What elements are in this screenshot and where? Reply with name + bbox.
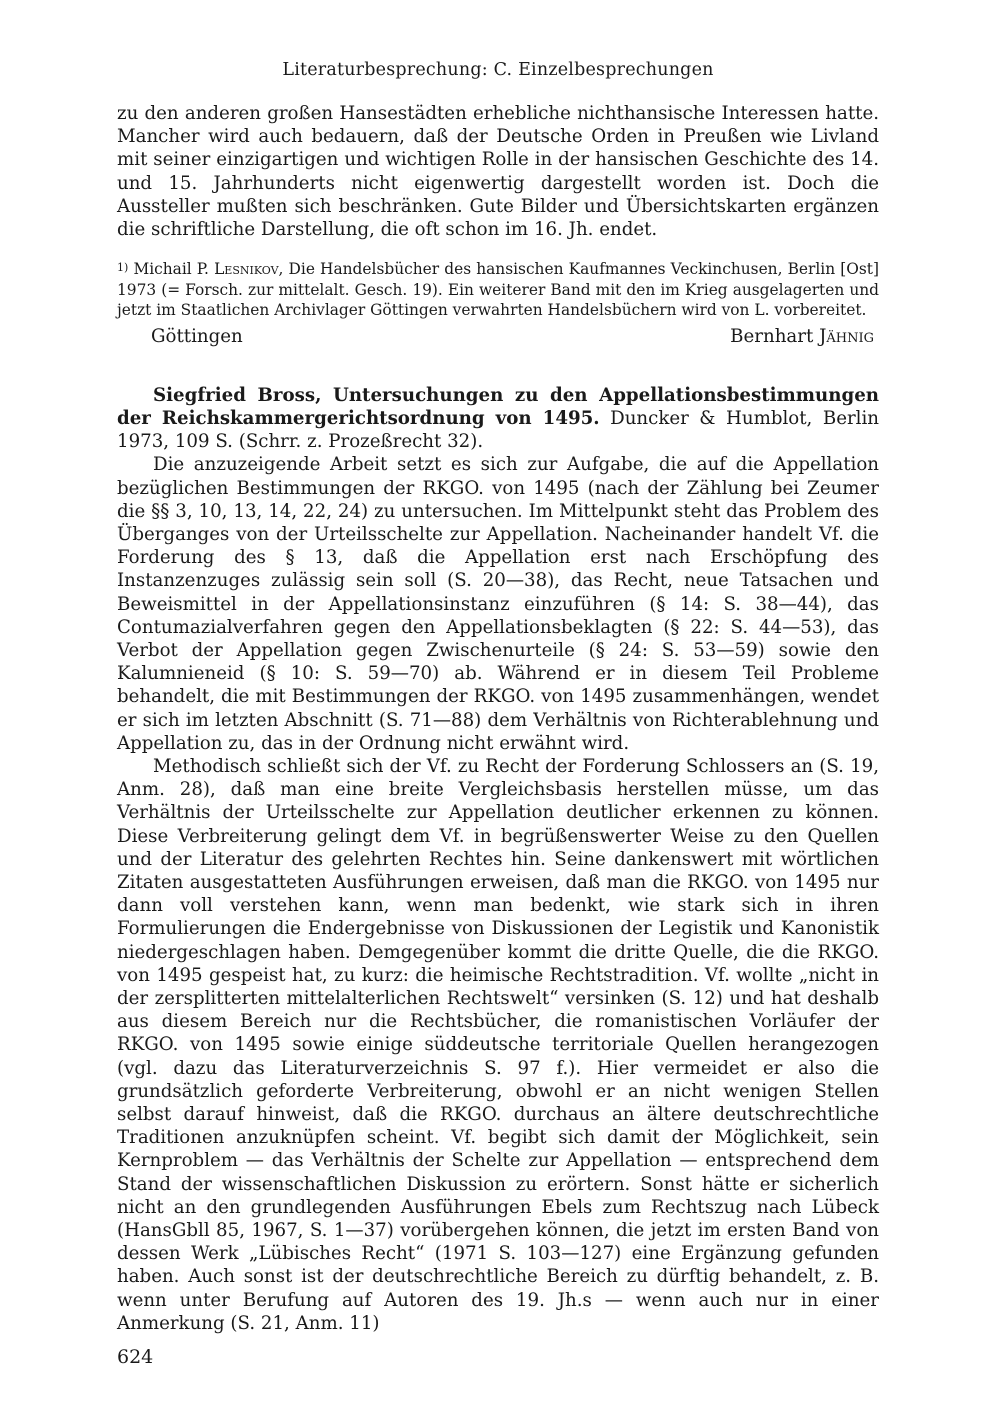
signature-reviewer xyxy=(730,325,874,348)
review-paragraph: Die anzuzeigende Arbeit setzt es sich zur Aufgabe, die auf die Appellation bezüglichen Bestimmungen der RKGO. von 1495 (nach der Zählung bei Zeumer die §§ 3, 10, 13, 14, 22, 24) zu untersuchen. Im Mittelpunkt steht das Problem des Überganges von der Urteilsschelte zur Appellation. Nacheinander handelt Vf. die Forderung des § 13, daß die Appellation erst nach Erschöpfung des Instanzenzuges zulässig sein soll (S. 20—38), das Recht, neue Tatsachen und Beweismittel in der Appellationsinstanz einzuführen (§ 14: S. 38—44), das Contumazialverfahren gegen den Appellationsbeklagten (§ 22: S. 44—53), das Verbot der Appellation gegen Zwischenurteile (§ 24: S. 53—59) sowie den Kalumnieneid (§ 10: S. 59—70) ab. Während er in diesem Teil Probleme behandelt, die mit Bestimmungen der RKGO. von 1495 zusammenhängen, wendet er sich im letzten Abschnitt (S. 71—88) dem Verhältnis von Richterablehnung und Appellation zu, das in der Ordnung nicht erwähnt wird. xyxy=(117,454,879,754)
reviewer-last-name: Jähnig xyxy=(819,325,874,347)
review-heading-publisher: Duncker & Humblot, Berlin 1973, 109 S. (Schrr. z. Prozeßrecht 32). xyxy=(117,407,880,453)
footnote-marker: 1) xyxy=(117,261,129,275)
page-number: 624 xyxy=(117,1346,154,1368)
review-heading xyxy=(117,384,879,454)
running-title: Literaturbesprechung: C. Einzelbesprechungen xyxy=(282,60,714,80)
footnote-author-last: Lesnikov xyxy=(214,260,279,279)
reviewer-first-name: Bernhart xyxy=(730,325,814,347)
page-content xyxy=(117,60,879,1335)
review-paragraph: Methodisch schließt sich der Vf. zu Recht der Forderung Schlossers an (S. 19, Anm. 28), daß man eine breite Vergleichsbasis herstellen müsse, um das Verhältnis der Urteilsschelte zur Appellation deutlicher erkennen zu können. Diese Verbreiterung gelingt dem Vf. in begrüßenswerter Weise zu den Quellen und der Literatur des gelehrten Rechtes hin. Seine dankenswert mit wörtlichen Zitaten ausgestatteten Ausführungen erweisen, daß man die RKGO. von 1495 nur dann voll verstehen kann, wenn man bedenkt, wie stark sich in ihren Formulierungen die Endergebnisse von Diskussionen der Legistik und Kanonistik niedergeschlagen haben. Demgegenüber kommt die dritte Quelle, die die RKGO. von 1495 gespeist hat, zu kurz: die heimische Rechtstradition. Vf. wollte „nicht in der zersplitterten mittelalterlichen Rechtswelt“ versinken (S. 12) und hat deshalb aus diesem Bereich nur die Rechtsbücher, die romanistischen Vorläufer der RKGO. von 1495 sowie einige süddeutsche territoriale Quellen herangezogen (vgl. dazu das Literaturverzeichnis S. 97 f.). Hier vermeidet er also die grundsätzlich geforderte Verbreiterung, obwohl er an nicht wenigen Stellen selbst darauf hinweist, daß die RKGO. durchaus an ältere deutschrechtliche Traditionen anzuknüpfen scheint. Vf. begibt sich damit der Möglichkeit, sein Kernproblem — das Verhältnis der Schelte zur Appellation — entsprechend dem Stand der wissenschaftlichen Diskussion zu erörtern. Sonst hätte er sicherlich nicht an den grundlegenden Ausführungen Ebels zum Rechtszug nach Lübeck (HansGbll 85, 1967, S. 1—37) vorübergehen können, die jetzt im ersten Band von dessen Werk „Lübisches Recht“ (1971 S. 103—127) eine Ergänzung gefunden haben. Auch sonst ist der deutschrechtliche Bereich zu dürftig behandelt, z. B. wenn unter Berufung auf Autoren des 19. Jh.s — wenn auch nur in einer Anmerkung (S. 21, Anm. 11) xyxy=(117,755,879,1334)
review-continuation-paragraph: zu den anderen großen Hansestädten erhebliche nichthansische Interessen hatte. Mancher wird auch bedauern, daß der Deutsche Orden in Preußen wie Livland mit seiner einzigartigen und wichtigen Rolle in der hansischen Geschichte des 14. und 15. Jahrhunderts nicht eigenwertig dargestellt worden ist. Doch die Aussteller mußten sich beschränken. Gute Bilder und Übersichtskarten ergänzen die schriftliche Darstellung, die oft schon im 16. Jh. endet. xyxy=(117,103,879,241)
footnote xyxy=(117,259,879,321)
signature-place: Göttingen xyxy=(151,325,243,347)
footnote-author-first: Michail P. xyxy=(133,260,209,279)
review-heading-title: Siegfried Bross, Untersuchungen zu den Appellationsbestimmungen der Reichskammergerichtsordnung von 1495. xyxy=(117,384,879,429)
footnote-text: , Die Handelsbücher des hansischen Kaufmannes Veckinchusen, Berlin [Ost] 1973 (= Forsch. zur mittelalt. Gesch. 19). Ein weiterer Band mit den im Krieg ausgelagerten und jetzt im Staatlichen Archivlager Göttingen verwahrten Handelsbüchern wird von L. vorbereitet. xyxy=(117,260,879,320)
review-signature xyxy=(117,325,879,348)
